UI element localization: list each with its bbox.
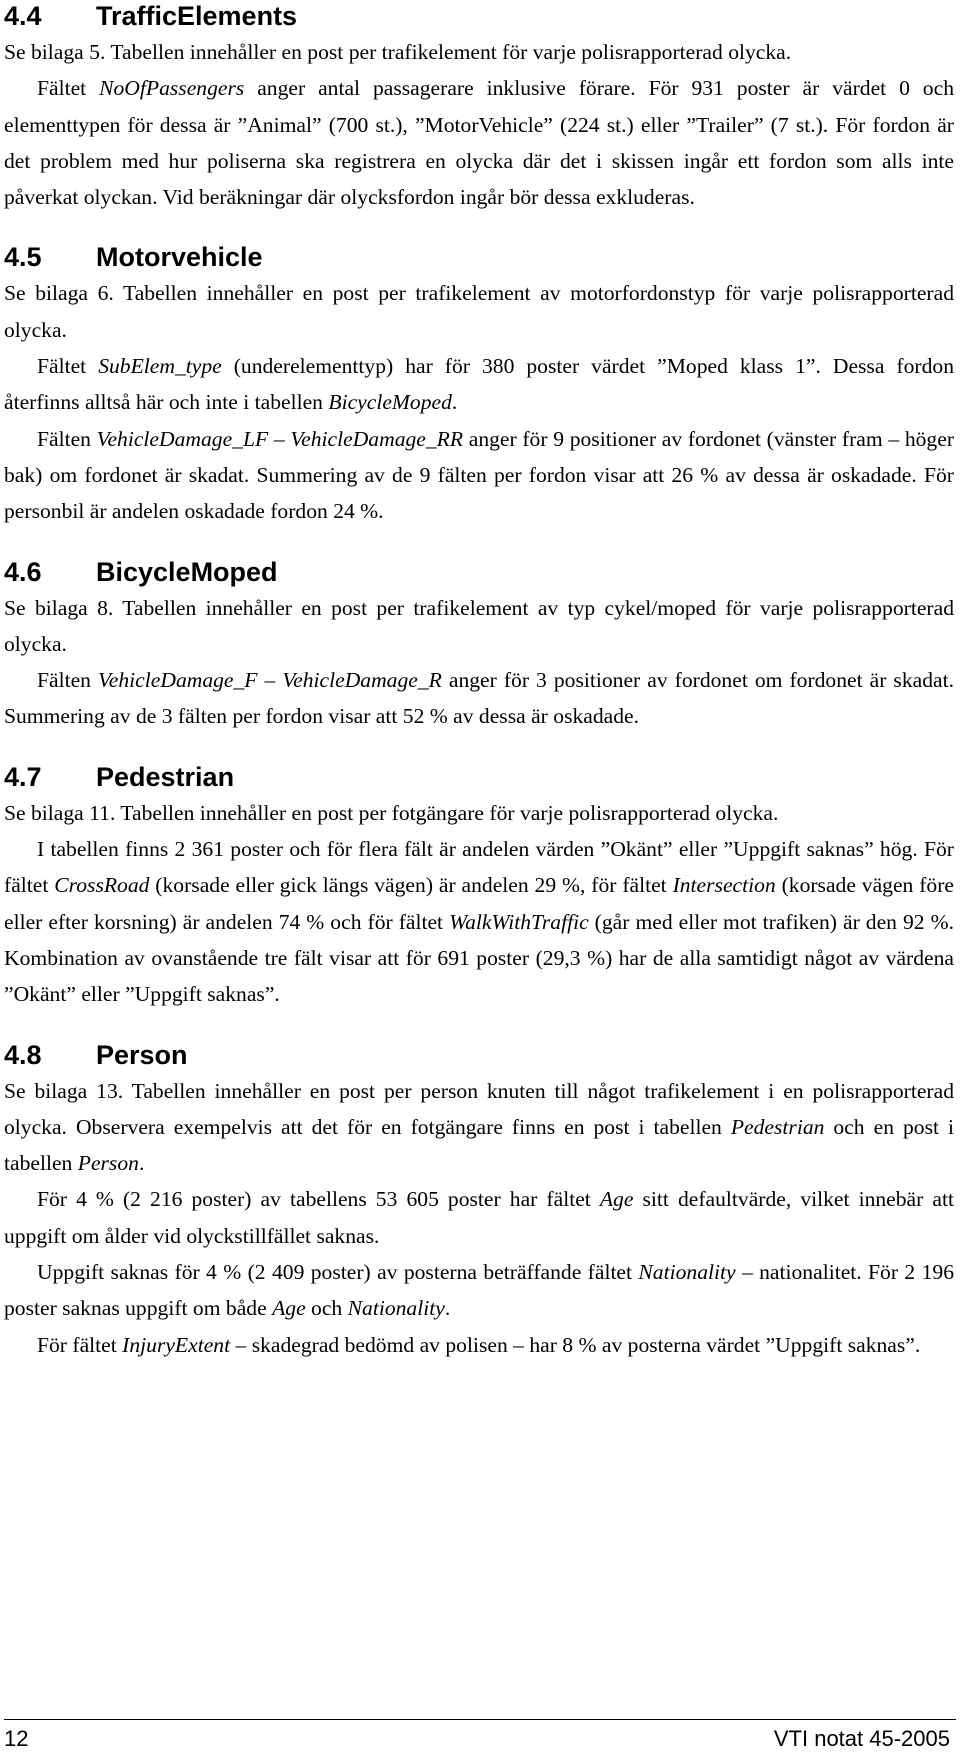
section-4-4 bbox=[4, 0, 954, 215]
paragraph bbox=[4, 1254, 954, 1327]
text: För fältet bbox=[37, 1332, 123, 1357]
paragraph: Se bilaga 8. Tabellen innehåller en post per trafikelement av typ cykel/moped för varje polisrapporterad olycka. bbox=[4, 595, 954, 656]
text: . bbox=[444, 1296, 451, 1321]
text: anger för 9 positioner av fordonet (vänster fram – höger bak) om fordonet är skadat. Summering av de 9 fälten per fordon visar att 26 % av dessa är oskadade. För personbil är andelen oskadade fordon 24 %. bbox=[4, 426, 955, 524]
field-name: VehicleDamage_LF bbox=[96, 426, 269, 451]
section-title: BicycleMoped bbox=[96, 556, 278, 587]
text: Uppgift saknas för 4 % (2 409 poster) av posterna beträffande fältet bbox=[37, 1260, 639, 1285]
section-title: Pedestrian bbox=[96, 761, 235, 792]
text: Fältet bbox=[37, 354, 99, 379]
text: (går med eller mot trafiken) är den 92 %. Kombination av ovanstående tre fält visar att för 691 poster (29,3 %) har de alla samtidigt något av värdena ”Okänt” eller ”Uppgift saknas”. bbox=[4, 909, 954, 1007]
field-name: VehicleDamage_RR bbox=[290, 426, 464, 451]
text: Se bilaga 13. Tabellen innehåller en post per person knuten till något trafikelement i en polisrapporterad olycka. Observera exempelvis att det för en fotgängare finns en post i tabellen bbox=[4, 1078, 954, 1139]
section-number: 4.4 bbox=[4, 1, 42, 31]
field-name: Intersection bbox=[672, 873, 776, 898]
page-number: 12 bbox=[4, 1726, 29, 1751]
section-heading bbox=[4, 1039, 954, 1071]
section-4-6 bbox=[4, 556, 954, 735]
field-name: Age bbox=[272, 1296, 306, 1321]
text: I tabellen finns 2 361 poster och för flera fält är andelen värden ”Okänt” eller ”Uppgift saknas” hög. För fältet bbox=[4, 837, 954, 898]
section-4-7 bbox=[4, 761, 954, 1013]
paragraph bbox=[4, 1327, 954, 1363]
section-4-8 bbox=[4, 1039, 954, 1363]
text: och en post i tabellen bbox=[4, 1114, 954, 1176]
table-name: Person bbox=[77, 1151, 139, 1176]
footer-rule bbox=[4, 1719, 956, 1720]
paragraph bbox=[4, 421, 954, 530]
text: – bbox=[268, 426, 291, 451]
field-name: InjuryExtent bbox=[122, 1332, 231, 1357]
text: . bbox=[138, 1151, 145, 1176]
text: (korsade eller gick längs vägen) är andelen 29 %, för fältet bbox=[149, 873, 673, 898]
text: och bbox=[305, 1296, 348, 1321]
text: Fältet bbox=[37, 76, 100, 101]
document-page bbox=[4, 0, 954, 1363]
paragraph bbox=[4, 1181, 954, 1254]
paragraph bbox=[4, 70, 954, 215]
section-number: 4.5 bbox=[4, 242, 42, 273]
table-name: BicycleMoped bbox=[328, 390, 452, 415]
table-name: Pedestrian bbox=[730, 1114, 825, 1139]
text: . bbox=[451, 390, 458, 415]
text: (underelementtyp) har för 380 poster värdet ”Moped klass 1”. Dessa fordon återfinns alltså här och inte i tabellen bbox=[4, 354, 954, 415]
text: – skadegrad bedömd av polisen – har 8 % av posterna värdet ”Uppgift saknas”. bbox=[230, 1332, 921, 1357]
field-name: Age bbox=[599, 1187, 634, 1212]
text: sitt defaultvärde, vilket innebär att uppgift om ålder vid olyckstillfället saknas. bbox=[4, 1187, 954, 1248]
section-number: 4.8 bbox=[4, 1039, 42, 1070]
section-title: Person bbox=[96, 1039, 188, 1070]
field-name: NoOfPassengers bbox=[99, 76, 245, 101]
paragraph: Se bilaga 6. Tabellen innehåller en post per trafikelement av motorfordonstyp för varje polisrapporterad olycka. bbox=[4, 281, 954, 342]
paragraph bbox=[4, 662, 954, 735]
text: Fälten bbox=[37, 426, 97, 451]
text: anger antal passagerare inklusive förare. För 931 poster är värdet 0 och elementtypen för dessa är ”Animal” (700 st.), ”MotorVehicle” (224 st.) eller ”Trailer” (7 st.). För fordon är det problem med hur poliserna ska registrera en olycka där det i skissen ingår ett fordon som alls inte påverkat olyckan. Vid beräkningar där olycksfordon ingår bör dessa exkluderas. bbox=[4, 76, 954, 210]
field-name: Nationality bbox=[347, 1296, 445, 1321]
field-name: VehicleDamage_R bbox=[282, 668, 442, 693]
paragraph: Se bilaga 5. Tabellen innehåller en post per trafikelement för varje polisrapporterad olycka. bbox=[4, 40, 792, 64]
section-heading bbox=[4, 556, 954, 588]
text: Fälten bbox=[37, 668, 98, 693]
text: – nationalitet. För 2 196 poster saknas uppgift om både bbox=[4, 1260, 954, 1321]
paragraph bbox=[4, 348, 954, 421]
paragraph bbox=[4, 1073, 954, 1182]
paragraph: Se bilaga 11. Tabellen innehåller en post per fotgängare för varje polisrapporterad olycka. bbox=[4, 800, 779, 825]
document-id: VTI notat 45-2005 bbox=[773, 1726, 950, 1751]
section-number: 4.7 bbox=[4, 761, 42, 792]
paragraph bbox=[4, 831, 954, 1012]
text: För 4 % (2 216 poster) av tabellens 53 605 poster har fältet bbox=[37, 1187, 600, 1212]
text: – bbox=[257, 668, 283, 693]
field-name: SubElem_type bbox=[98, 354, 222, 379]
page-footer bbox=[4, 1723, 950, 1755]
section-heading bbox=[4, 761, 954, 793]
text: (korsade vägen före eller efter korsning) är andelen 74 % och för fältet bbox=[4, 873, 954, 934]
field-name: WalkWithTraffic bbox=[449, 909, 589, 934]
field-name: CrossRoad bbox=[54, 873, 150, 898]
section-4-5 bbox=[4, 241, 954, 529]
field-name: Nationality bbox=[638, 1260, 736, 1285]
section-heading bbox=[4, 241, 954, 273]
field-name: VehicleDamage_F bbox=[98, 668, 258, 693]
section-heading bbox=[4, 0, 954, 32]
section-title: TrafficElements bbox=[96, 1, 298, 31]
text: anger för 3 positioner av fordonet om fordonet är skadat. Summering av de 3 fälten per fordon visar att 52 % av dessa är oskadade. bbox=[4, 668, 954, 729]
section-title: Motorvehicle bbox=[96, 242, 263, 273]
section-number: 4.6 bbox=[4, 556, 42, 587]
